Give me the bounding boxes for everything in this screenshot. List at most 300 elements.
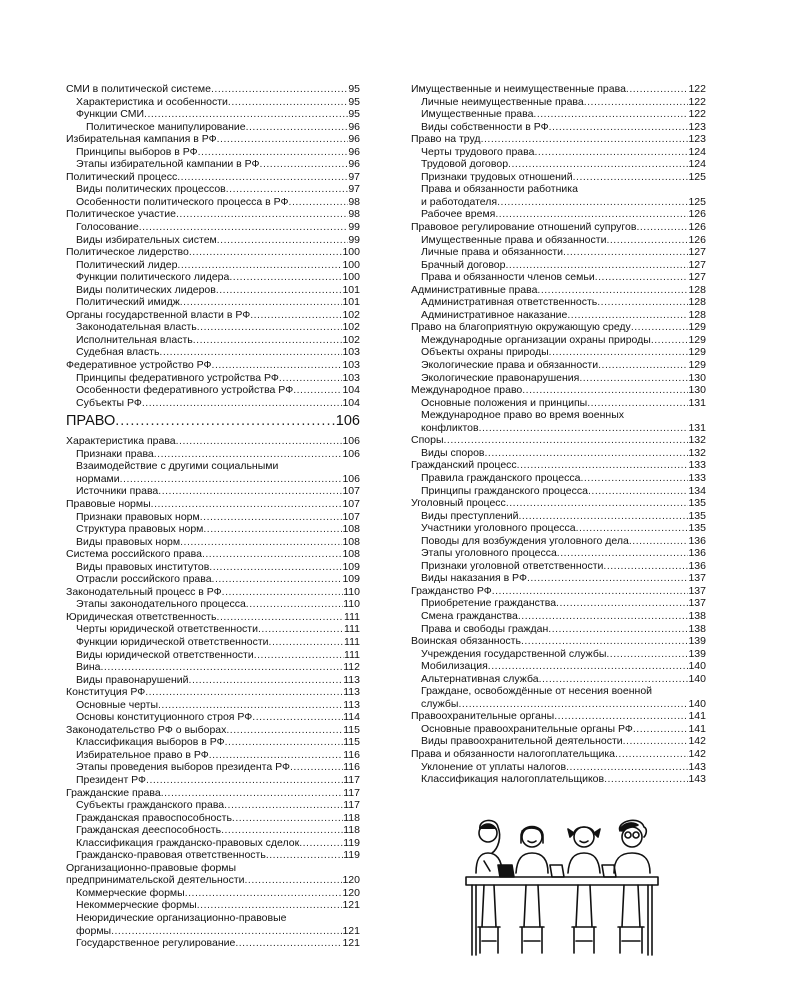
toc-entry-title: Виды избирательных систем <box>76 233 217 246</box>
toc-entry <box>66 384 360 397</box>
toc-entry-title: Виды политических процессов <box>76 183 226 196</box>
toc-entry-title: Международные организации охраны природы <box>421 333 651 346</box>
toc-entry <box>66 586 360 599</box>
toc-entry-title: Этапы проведения выборов президента РФ <box>76 761 290 774</box>
toc-page-number: 133 <box>688 471 706 484</box>
toc-entry <box>411 497 706 510</box>
toc-left-column <box>66 83 360 950</box>
toc-entry-title: Избирательное право в РФ <box>76 748 209 761</box>
dot-leader <box>518 610 689 623</box>
toc-entry-title: Федеративное устройство РФ <box>66 359 212 372</box>
dot-leader <box>299 837 343 850</box>
toc-entry <box>66 309 360 322</box>
dot-leader <box>533 108 688 121</box>
dot-leader <box>606 648 688 661</box>
toc-page-number: 129 <box>688 346 706 359</box>
toc-page-number: 95 <box>348 95 360 108</box>
toc-page-number: 137 <box>688 584 706 597</box>
toc-entry <box>411 309 706 322</box>
toc-entry <box>411 773 706 786</box>
dot-leader <box>154 448 343 461</box>
toc-entry-title: Воинская обязанность <box>411 635 521 648</box>
toc-entry <box>66 284 360 297</box>
toc-entry <box>411 535 706 548</box>
toc-page-number: 99 <box>348 233 360 246</box>
toc-entry <box>66 259 360 272</box>
toc-entry-title: Особенности федеративного устройства РФ <box>76 384 294 397</box>
dot-leader <box>198 146 349 159</box>
dot-leader <box>197 899 343 912</box>
dot-leader <box>144 108 348 121</box>
dot-leader <box>142 397 343 410</box>
student-2-figure <box>516 827 548 874</box>
toc-entry <box>66 674 360 687</box>
toc-entry <box>66 812 360 825</box>
toc-right-column <box>411 83 706 786</box>
toc-entry <box>411 422 706 435</box>
toc-page-number: 135 <box>688 509 706 522</box>
dot-leader <box>217 133 349 146</box>
dot-leader <box>235 937 342 950</box>
toc-entry-title: Система российского права <box>66 548 202 561</box>
dot-leader <box>537 284 688 297</box>
toc-entry-title: Право на труд <box>411 133 481 146</box>
toc-page-number: 121 <box>342 924 360 937</box>
toc-entry-title: Виды собственности в РФ <box>421 120 549 133</box>
toc-page-number: 109 <box>342 573 360 586</box>
toc-entry <box>66 183 360 196</box>
toc-entry <box>66 699 360 712</box>
toc-entry-title: Голосование <box>76 221 139 234</box>
dot-leader <box>254 649 344 662</box>
toc-page-number: 111 <box>344 635 360 648</box>
toc-entry <box>66 208 360 221</box>
toc-entry-title: СМИ в политической системе <box>66 83 211 95</box>
toc-entry <box>411 83 706 96</box>
dot-leader <box>202 548 343 561</box>
toc-page-number: 97 <box>348 183 360 196</box>
toc-entry <box>66 661 360 674</box>
toc-entry <box>411 761 706 774</box>
dot-leader <box>554 710 688 723</box>
toc-entry <box>66 787 360 800</box>
dot-leader <box>289 196 349 209</box>
toc-page-number: 143 <box>688 760 706 773</box>
dot-leader <box>146 774 343 787</box>
toc-entry <box>66 887 360 900</box>
dot-leader <box>595 271 689 284</box>
toc-entry <box>66 623 360 636</box>
toc-page-number: 116 <box>343 748 360 761</box>
toc-entry-title: Политический лидер <box>76 258 178 271</box>
toc-entry-title: Правовые нормы <box>66 497 151 510</box>
toc-entry-title: Государственное регулирование <box>76 937 236 950</box>
toc-entry-title: Объекты охраны природы <box>421 346 549 359</box>
toc-entry <box>411 547 706 560</box>
toc-entry <box>411 610 706 623</box>
dot-leader <box>217 234 349 247</box>
toc-entry-title: Судебная власть <box>76 346 160 359</box>
toc-entry-title: Источники права <box>76 485 159 498</box>
dot-leader <box>651 334 689 347</box>
toc-page-number: 119 <box>343 849 360 862</box>
dot-leader <box>185 887 343 900</box>
toc-entry-title: Личные неимущественные права <box>421 95 584 108</box>
toc-entry-title: Этапы избирательной кампании в РФ <box>76 158 260 171</box>
toc-entry-continued: Организационно-правовые формы <box>66 861 237 874</box>
toc-page-number: 117 <box>343 786 360 799</box>
toc-page-number: 128 <box>688 283 706 296</box>
dot-leader <box>576 522 689 535</box>
toc-entry-title: службы <box>421 697 459 710</box>
toc-entry-title: формы <box>76 924 112 937</box>
dot-leader <box>606 234 688 247</box>
toc-entry <box>66 171 360 184</box>
toc-page-number: 106 <box>335 413 360 430</box>
toc-entry <box>411 748 706 761</box>
dot-leader <box>517 459 689 472</box>
toc-entry-title: Административная ответственность <box>421 296 598 309</box>
toc-page-number: 103 <box>342 359 360 372</box>
dot-leader <box>225 736 344 749</box>
toc-page-number: 117 <box>343 773 360 786</box>
toc-page-number: 134 <box>688 484 706 497</box>
toc-page-number: 128 <box>688 308 706 321</box>
toc-entry <box>411 372 706 385</box>
students-at-desk-illustration <box>462 815 662 965</box>
dot-leader <box>636 221 688 234</box>
toc-entry-title: Особенности политического процесса в РФ <box>76 195 289 208</box>
dot-leader <box>209 561 342 574</box>
dot-leader <box>209 749 344 762</box>
dot-leader <box>159 346 342 359</box>
student-4-figure <box>614 820 650 873</box>
toc-entry <box>66 133 360 146</box>
dot-leader <box>495 208 688 221</box>
toc-entry-title: Этапы уголовного процесса <box>421 547 557 560</box>
toc-entry-title: конфликтов <box>421 421 479 434</box>
toc-entry-title: Правовое регулирование отношений супругов <box>411 221 637 234</box>
toc-page-number: 107 <box>342 497 360 510</box>
toc-page-number: 129 <box>688 333 706 346</box>
toc-page-number: 137 <box>688 572 706 585</box>
toc-entry-title: Органы государственной власти в РФ <box>66 308 251 321</box>
toc-page-number: 123 <box>688 120 706 133</box>
toc-page-number: 95 <box>348 108 360 121</box>
toc-entry <box>411 597 706 610</box>
toc-entry-title: Поводы для возбуждения уголовного дела <box>421 534 629 547</box>
dot-leader <box>458 698 688 711</box>
toc-entry-title: Уклонение от уплаты налогов <box>421 760 567 773</box>
toc-entry <box>411 560 706 573</box>
toc-entry-title: Трудовой договор <box>421 158 509 171</box>
toc-entry-title: Классификация налогоплательщиков <box>421 773 605 786</box>
dot-leader <box>161 787 344 800</box>
dot-leader <box>534 146 688 159</box>
toc-entry <box>411 346 706 359</box>
toc-page-number: 115 <box>343 723 360 736</box>
toc-page-number: 110 <box>343 585 360 598</box>
toc-entry-title: Некоммерческие формы <box>76 899 197 912</box>
toc-entry-title: Функции политического лидера <box>76 271 230 284</box>
toc-entry <box>66 397 360 410</box>
toc-entry <box>66 346 360 359</box>
dot-leader <box>488 660 689 673</box>
toc-entry <box>66 548 360 561</box>
toc-entry-title: Исполнительная власть <box>76 333 193 346</box>
toc-entry-title: Виды правовых институтов <box>76 560 210 573</box>
toc-page-number: 139 <box>688 635 706 648</box>
toc-entry <box>66 158 360 171</box>
toc-entry <box>66 271 360 284</box>
toc-entry <box>411 171 706 184</box>
toc-entry-title: Черты юридической ответственности <box>76 623 258 636</box>
toc-entry-title: Виды правовых норм <box>76 535 181 548</box>
toc-entry <box>66 761 360 774</box>
dot-leader <box>604 773 688 786</box>
toc-entry <box>411 384 706 397</box>
toc-page-number: 118 <box>343 811 360 824</box>
toc-entry <box>411 723 706 736</box>
toc-entry-title: Принципы выборов в РФ <box>76 145 198 158</box>
dot-leader <box>252 711 343 724</box>
toc-entry <box>66 96 360 109</box>
toc-entry-title: Смена гражданства <box>421 609 518 622</box>
toc-entry-title: Субъекты РФ <box>76 396 142 409</box>
toc-entry <box>66 196 360 209</box>
dot-leader <box>549 346 689 359</box>
toc-entry-title: Классификация гражданско-правовых сделок <box>76 836 300 849</box>
toc-page-number: 125 <box>688 170 706 183</box>
toc-entry <box>66 321 360 334</box>
dot-leader <box>177 259 342 272</box>
dot-leader <box>485 447 689 460</box>
toc-entry <box>66 837 360 850</box>
dot-leader <box>567 309 688 322</box>
toc-entry-title: Коммерческие формы <box>76 886 185 899</box>
toc-entry-title: Политическое манипулирование <box>86 120 246 133</box>
toc-entry <box>66 874 360 887</box>
toc-entry-title: Гражданская дееспособность <box>76 824 222 837</box>
dot-leader <box>629 535 689 548</box>
toc-page-number: 127 <box>688 271 706 284</box>
toc-page-number: 100 <box>342 258 360 271</box>
toc-page-number: 126 <box>688 233 706 246</box>
toc-entry-title: Черты трудового права <box>421 145 535 158</box>
toc-page-number: 114 <box>343 711 360 724</box>
toc-page-number: 108 <box>342 523 360 536</box>
toc-entry-title: Виды преступлений <box>421 509 519 522</box>
dot-leader <box>588 485 688 498</box>
toc-entry-title: Рабочее время <box>421 208 496 221</box>
toc-page-number: 97 <box>348 170 360 183</box>
toc-entry-title: Права и свободы граждан <box>421 622 549 635</box>
toc-entry-continued: Взаимодействие с другими социальными <box>76 460 279 473</box>
dot-leader <box>521 635 689 648</box>
toc-entry-title: Характеристика и особенности <box>76 95 228 108</box>
toc-entry <box>66 749 360 762</box>
toc-page-number: 102 <box>342 308 360 321</box>
toc-entry-title: Виды юридической ответственности <box>76 648 254 661</box>
legs-and-stools <box>478 885 644 953</box>
toc-page-number: 126 <box>688 221 706 234</box>
toc-entry <box>66 246 360 259</box>
toc-entry <box>411 635 706 648</box>
toc-entry <box>411 660 706 673</box>
toc-entry <box>66 937 360 950</box>
toc-entry-title: Политическое лидерство <box>66 246 189 259</box>
toc-entry <box>66 485 360 498</box>
toc-entry-title: Виды наказания в РФ <box>421 572 527 585</box>
toc-entry-title: Гражданский процесс <box>411 459 517 472</box>
toc-entry <box>411 735 706 748</box>
toc-entry-title: Права и обязанности членов семьи <box>421 271 595 284</box>
toc-page-number: 140 <box>688 672 706 685</box>
toc-entry-title: и работодателя <box>421 195 498 208</box>
dot-leader <box>623 735 689 748</box>
dot-leader <box>216 284 343 297</box>
dot-leader <box>139 221 349 234</box>
dot-leader <box>505 259 688 272</box>
toc-entry <box>66 711 360 724</box>
toc-entry <box>411 472 706 485</box>
toc-entry-title: Право на благоприятную окружающую среду <box>411 321 631 334</box>
dot-leader <box>527 572 689 585</box>
dot-leader <box>481 133 689 146</box>
dot-leader <box>260 158 349 171</box>
toc-entry-continued: Неюридические организационно-правовые <box>76 912 287 924</box>
dot-leader <box>587 397 688 410</box>
toc-entry <box>411 698 706 711</box>
toc-page-number: 122 <box>688 95 706 108</box>
dot-leader <box>111 925 342 938</box>
toc-page-number: 131 <box>688 421 706 434</box>
toc-entry-title: Брачный договор <box>421 258 506 271</box>
toc-page-number: 127 <box>688 246 706 259</box>
toc-page-number: 103 <box>342 346 360 359</box>
toc-entry <box>411 158 706 171</box>
dot-leader <box>232 812 343 825</box>
toc-page-number: 100 <box>342 246 360 259</box>
dot-leader <box>224 799 343 812</box>
dot-leader <box>279 372 343 385</box>
dot-leader <box>597 296 688 309</box>
toc-entry <box>411 459 706 472</box>
dot-leader <box>221 824 343 837</box>
toc-entry-title: Мобилизация <box>421 660 488 673</box>
toc-entry <box>411 96 706 109</box>
toc-entry <box>411 284 706 297</box>
toc-entry <box>66 498 360 511</box>
toc-entry <box>411 673 706 686</box>
toc-entry-title: Президент РФ <box>76 773 147 786</box>
toc-entry-title: Вина <box>76 661 101 674</box>
toc-entry-title: Имущественные права и обязанности <box>421 233 607 246</box>
dot-leader <box>177 171 348 184</box>
dot-leader <box>158 699 343 712</box>
toc-entry-title: Конституция РФ <box>66 686 146 699</box>
toc-page-number: 121 <box>342 899 360 912</box>
toc-page-number: 127 <box>688 258 706 271</box>
toc-entry-continued: Международное право во время военных <box>421 409 625 422</box>
toc-entry-title: Принципы гражданского процесса <box>421 484 588 497</box>
toc-entry <box>66 83 360 96</box>
toc-page-number: 116 <box>343 761 360 774</box>
dot-leader <box>506 497 689 510</box>
dot-leader <box>479 422 689 435</box>
toc-page-number: 121 <box>342 937 360 950</box>
toc-page-number: 113 <box>343 698 360 711</box>
dot-leader <box>518 510 688 523</box>
toc-entry <box>411 334 706 347</box>
toc-entry <box>66 573 360 586</box>
dot-leader <box>631 321 689 334</box>
toc-page-number: 132 <box>688 434 706 447</box>
toc-entry <box>411 296 706 309</box>
toc-entry-title: Учреждения государственной службы <box>421 647 607 660</box>
toc-page-number: 108 <box>342 548 360 561</box>
toc-entry <box>66 636 360 649</box>
toc-entry <box>411 221 706 234</box>
dot-leader <box>193 334 343 347</box>
toc-entry <box>66 372 360 385</box>
dot-leader <box>626 83 689 96</box>
toc-page-number: 96 <box>348 120 360 133</box>
toc-entry-title: Принципы федеративного устройства РФ <box>76 371 279 384</box>
toc-entry-title: Имущественные и неимущественные права <box>411 83 626 95</box>
toc-entry-title: Признаки права <box>76 447 154 460</box>
toc-entry-title: Функции СМИ <box>76 108 145 121</box>
toc-page-number: 136 <box>688 534 706 547</box>
toc-page-number: 117 <box>343 799 360 812</box>
toc-entry <box>66 598 360 611</box>
toc-entry-title: Административное наказание <box>421 308 568 321</box>
toc-entry-title: Международное право <box>411 384 523 397</box>
toc-page-number: 107 <box>342 485 360 498</box>
toc-entry <box>66 359 360 372</box>
toc-entry-title: Признаки правовых норм <box>76 510 200 523</box>
toc-entry <box>411 585 706 598</box>
toc-page-number: 142 <box>688 735 706 748</box>
dot-leader <box>203 523 342 536</box>
toc-page-number: 141 <box>688 710 706 723</box>
toc-entry <box>411 271 706 284</box>
dot-leader <box>508 158 688 171</box>
toc-entry <box>411 710 706 723</box>
toc-page-number: 98 <box>348 208 360 221</box>
toc-entry <box>411 121 706 134</box>
toc-page-number: 140 <box>688 697 706 710</box>
toc-entry-title: ПРАВО <box>66 413 116 430</box>
dot-leader <box>176 435 343 448</box>
toc-entry <box>411 397 706 410</box>
dot-leader <box>563 246 688 259</box>
toc-entry-title: Законодательная власть <box>76 321 197 334</box>
toc-entry <box>411 359 706 372</box>
dot-leader <box>250 309 342 322</box>
toc-entry-title: Основные правоохранительные органы РФ <box>421 722 633 735</box>
dot-leader <box>548 623 688 636</box>
toc-entry-continued: Граждане, освобождённые от несения военной <box>421 685 653 698</box>
toc-entry <box>411 434 706 447</box>
toc-entry-title: Виды споров <box>421 446 485 459</box>
toc-page-number: 106 <box>342 472 360 485</box>
toc-entry-title: Уголовный процесс <box>411 497 506 510</box>
dot-leader <box>200 511 343 524</box>
toc-entry-title: Признаки уголовной ответственности <box>421 559 604 572</box>
toc-page-number: 110 <box>343 598 360 611</box>
toc-entry <box>411 623 706 636</box>
